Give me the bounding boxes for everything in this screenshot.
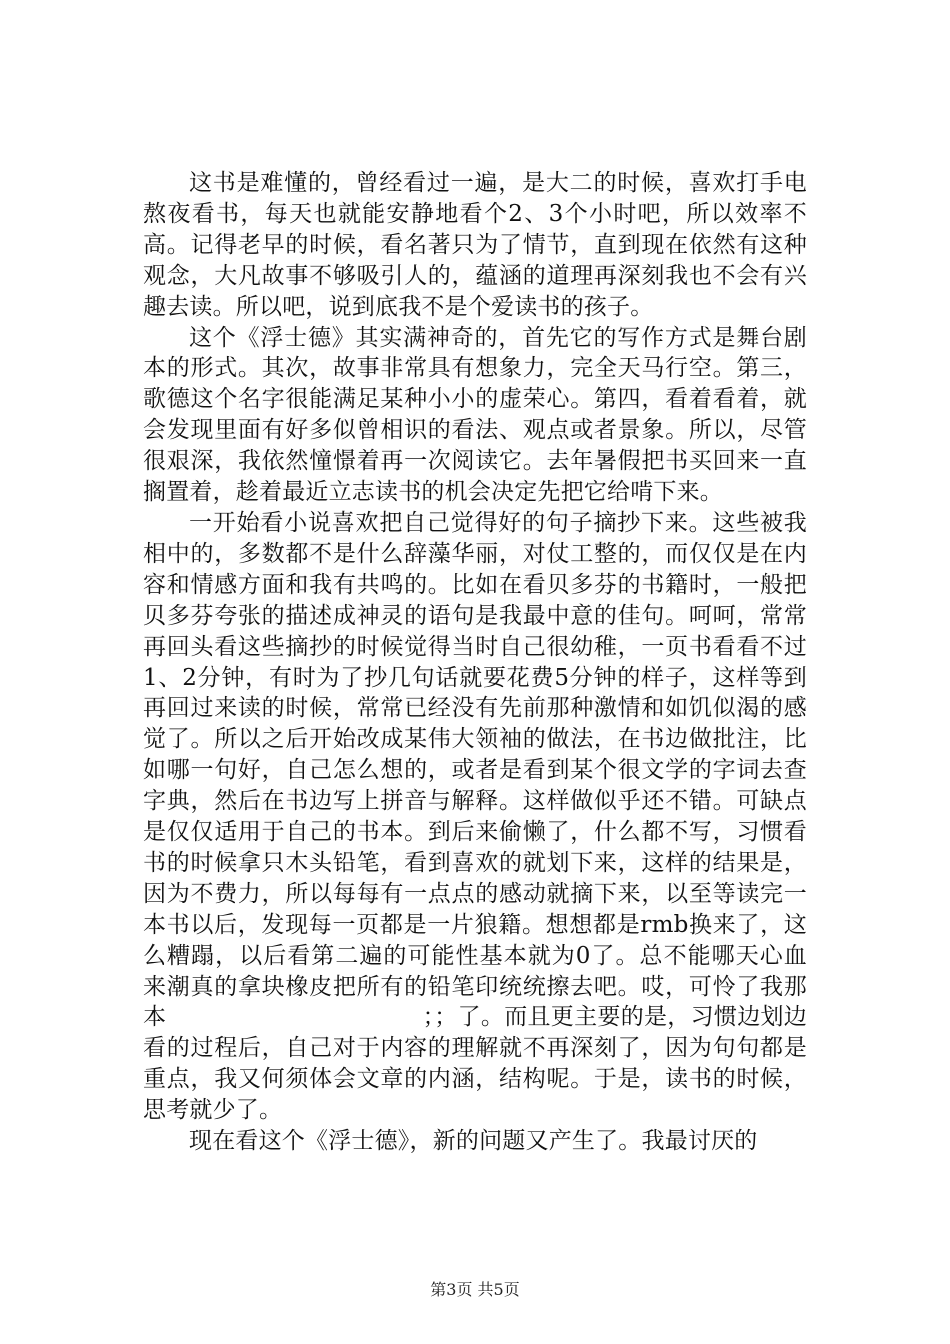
page-footer: 第3页 共5页 xyxy=(430,1280,520,1299)
paragraph-2: 这个《浮士德》其实满神奇的，首先它的写作方式是舞台剧本的形式。其次，故事非常具有想象力，完全天马行空。第三，歌德这个名字很能满足某种小小的虚荣心。第四，看着看着，就会发现里面有好多似曾相识的看法、观点或者景象。所以，尽管很艰深，我依然憧憬着再一次阅读它。去年暑假把书买回来一直搁置着，趁着最近立志读书的机会决定先把它给啃下来。 xyxy=(143,324,807,506)
paragraph-3: 一开始看小说喜欢把自己觉得好的句子摘抄下来。这些被我相中的，多数都不是什么辞藻华丽，对仗工整的，而仅仅是在内容和情感方面和我有共鸣的。比如在看贝多芬的书籍时，一般把贝多芬夸张的描述成神灵的语句是我最中意的佳句。呵呵，常常再回头看这些摘抄的时候觉得当时自己很幼稚，一页书看看不过1、2分钟，有时为了抄几句话就要花费5分钟的样子，这样等到再回过来读的时候，常常已经没有先前那种激情和如饥似渴的感觉了。所以之后开始改成某伟大领袖的做法，在书边做批注，比如哪一句好，自己怎么想的，或者是看到某个很文学的字词去查字典，然后在书边写上拼音与解释。这样做似乎还不错。可缺点是仅仅适用于自己的书本。到后来偷懒了，什么都不写，习惯看书的时候拿只木头铅笔，看到喜欢的就划下来，这样的结果是，因为不费力，所以每每有一点点的感动就摘下来，以至等读完一本书以后，发现每一页都是一片狼籍。想想都是rmb换来了，这么糟蹋，以后看第二遍的可能性基本就为0了。总不能哪天心血来潮真的拿块橡皮把所有的铅笔印统统擦去吧。哎，可怜了我那本 ；；了。而且更主要的是，习惯边划边看的过程后，自己对于内容的理解就不再深刻了，因为句句都是重点，我又何须体会文章的内涵，结构呢。于是，读书的时候，思考就少了。 xyxy=(143,509,807,1124)
paragraph-1: 这书是难懂的，曾经看过一遍，是大二的时候，喜欢打手电熬夜看书，每天也就能安静地看个2、3个小时吧，所以效率不高。记得老早的时候，看名著只为了情节，直到现在依然有这种观念，大凡故事不够吸引人的，蕴涵的道理再深刻我也不会有兴趣去读。所以吧，说到底我不是个爱读书的孩子。 xyxy=(143,170,807,320)
paragraph-4: 现在看这个《浮士德》，新的问题又产生了。我最讨厌的 xyxy=(189,1128,758,1155)
document-body xyxy=(143,168,807,1157)
